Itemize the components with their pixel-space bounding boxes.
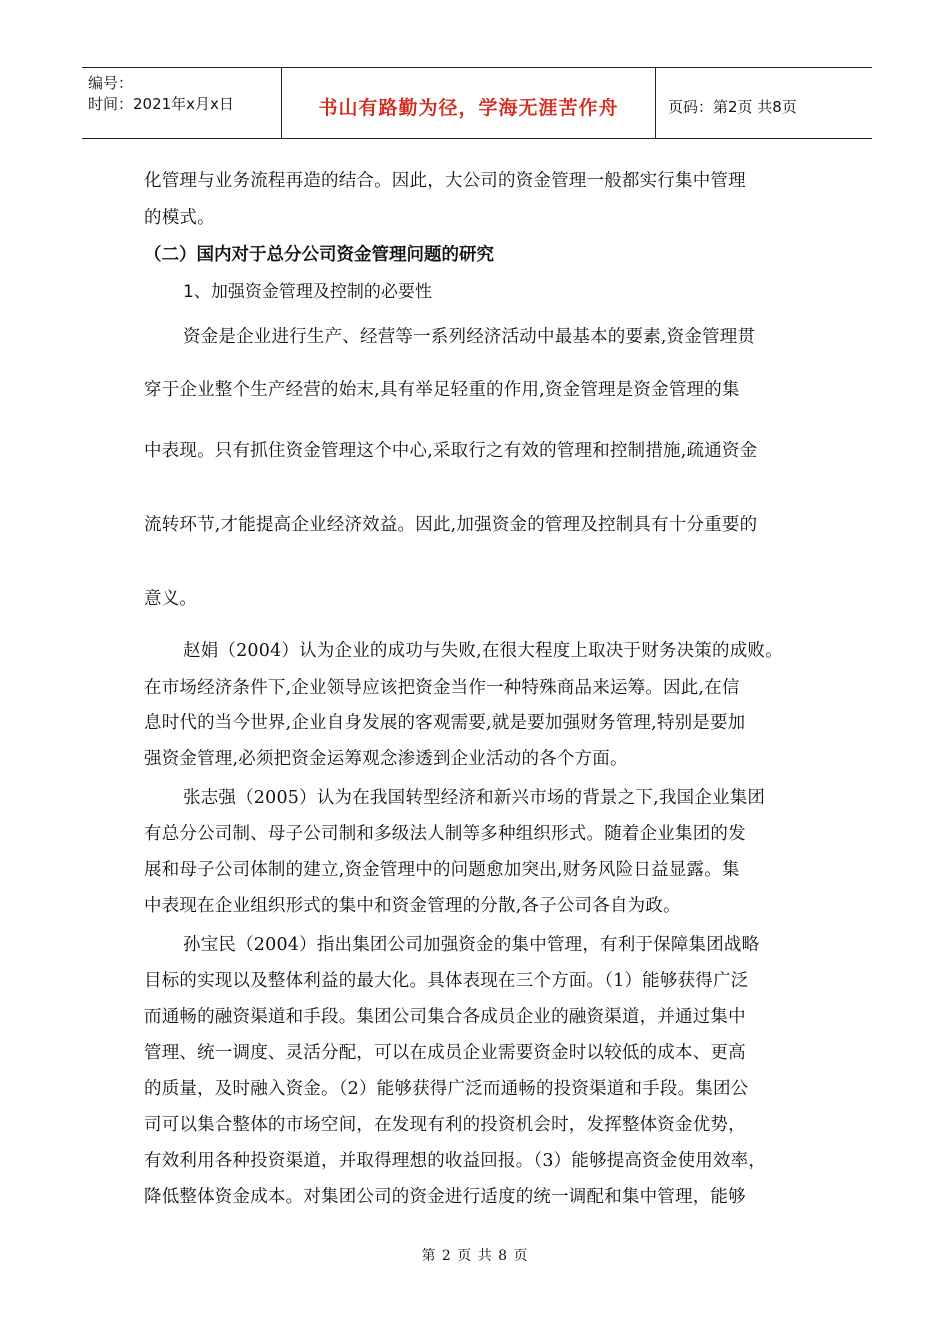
- time-label: 时间：2021年x月x日: [88, 95, 234, 113]
- body-line: 化管理与业务流程再造的结合。因此，大公司的资金管理一般都实行集中管理: [144, 171, 746, 191]
- body-line: 在市场经济条件下,企业领导应该把资金当作一种特殊商品来运筹。因此,在信: [144, 678, 740, 698]
- body-line: 管理、统一调度、灵活分配，可以在成员企业需要资金时以较低的成本、更高: [144, 1043, 746, 1063]
- header-motto: 书山有路勤为径，学海无涯苦作舟: [282, 68, 656, 138]
- body-line: 流转环节,才能提高企业经济效益。因此,加强资金的管理及控制具有十分重要的: [144, 515, 758, 535]
- body-line: 降低整体资金成本。对集团公司的资金进行适度的统一调配和集中管理，能够: [144, 1187, 746, 1207]
- body-line: 中表现在企业组织形式的集中和资金管理的分散,各子公司各自为政。: [144, 896, 681, 916]
- number-label: 编号：: [88, 74, 134, 92]
- body-line: 司可以集合整体的市场空间，在发现有利的投资机会时，发挥整体资金优势，: [144, 1115, 746, 1135]
- body-line: 而通畅的融资渠道和手段。集团公司集合各成员企业的融资渠道，并通过集中: [144, 1007, 746, 1027]
- subsection-heading: 1、加强资金管理及控制的必要性: [183, 282, 432, 302]
- page-footer: 第 2 页 共 8 页: [421, 1248, 529, 1264]
- body-line: 张志强（2005）认为在我国转型经济和新兴市场的背景之下,我国企业集团: [183, 788, 766, 808]
- header-meta: [82, 68, 282, 138]
- body-line: 赵娟（2004）认为企业的成功与失败,在很大程度上取决于财务决策的成败。: [183, 641, 783, 661]
- section-heading: （二）国内对于总分公司资金管理问题的研究: [144, 245, 494, 265]
- page-header: [82, 67, 872, 139]
- body-line: 目标的实现以及整体利益的最大化。具体表现在三个方面。（1）能够获得广泛: [144, 971, 749, 991]
- body-line: 有效利用各种投资渠道，并取得理想的收益回报。（3）能够提高资金使用效率，: [144, 1151, 767, 1171]
- body-line: 资金是企业进行生产、经营等一系列经济活动中最基本的要素,资金管理贯: [183, 327, 756, 347]
- body-line: 中表现。只有抓住资金管理这个中心,采取行之有效的管理和控制措施,疏通资金: [144, 441, 758, 461]
- header-page-info: 页码：第2页 共8页: [668, 97, 797, 116]
- body-line: 的模式。: [144, 208, 215, 228]
- body-line: 孙宝民（2004）指出集团公司加强资金的集中管理，有利于保障集团战略: [183, 935, 760, 955]
- body-line: 有总分公司制、母子公司制和多级法人制等多种组织形式。随着企业集团的发: [144, 824, 746, 844]
- body-line: 展和母子公司体制的建立,资金管理中的问题愈加突出,财务风险日益显露。集: [144, 860, 740, 880]
- body-line: 息时代的当今世界,企业自身发展的客观需要,就是要加强财务管理,特别是要加: [144, 713, 746, 733]
- body-line: 的质量，及时融入资金。（2）能够获得广泛而通畅的投资渠道和手段。集团公: [144, 1079, 749, 1099]
- body-line: 强资金管理,必须把资金运筹观念渗透到企业活动的各个方面。: [144, 749, 628, 769]
- body-line: 穿于企业整个生产经营的始末,具有举足轻重的作用,资金管理是资金管理的集: [144, 380, 740, 400]
- body-line: 意义。: [144, 589, 198, 609]
